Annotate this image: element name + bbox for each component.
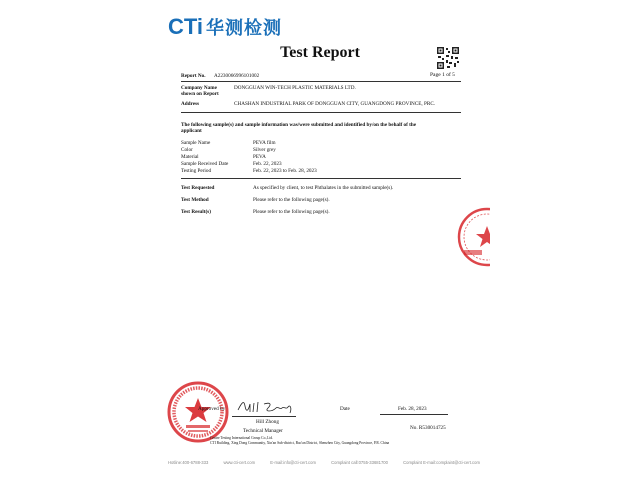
certificate-number: No. R530014725 [410,425,446,431]
date-label: Date [340,406,350,412]
company-seal-stamp [166,380,230,444]
sample-intro-line2: applicant [181,128,202,134]
address-label: Address [181,101,200,107]
address-value: CHASHAN INDUSTRIAL PARK OF DONGGUAN CITY, GUANGDONG PROVINCE, PRC. [234,101,436,107]
test-method-label: Test Method [181,197,209,203]
sample-row-label: Testing Period [181,168,212,174]
divider [181,81,461,82]
sample-row-value: Feb. 22, 2023 [253,161,282,167]
signer-name: Hill Zhong [256,419,279,425]
right-seal-stamp [456,206,490,268]
footer-website: www.cti-cert.com [223,460,256,465]
company-label-line2: shown on Report [181,91,219,97]
test-requested-label: Test Requested [181,185,215,191]
test-results-value: Please refer to the following page(s). [253,209,330,215]
report-no-label: Report No. [181,73,206,79]
test-requested-value: As specified by client, to test Phthalates in the submitted sample(s). [253,185,394,191]
company-label-line1: Company Name [181,85,217,91]
company-address: CTI Building, Xing Dong Community, Xin'an Sub-district, Bao'an District, Shenzhen City, Guangdong Province, P.R. China [210,441,390,445]
qr-code-icon [436,46,460,70]
sample-intro-line1: The following sample(s) and sample information was/were submitted and identified by/on the behalf of the [181,122,417,128]
sample-row-label: Material [181,154,199,160]
sample-row-value: Silver grey [253,147,276,153]
sample-row-value: PEVA film [253,140,276,146]
company-name: DONGGUAN WIN-TECH PLASTIC MATERIALS LTD. [234,85,356,91]
page-number: Page 1 of 5 [430,72,455,78]
signature-line [232,416,296,417]
approved-by-label: Approved by [198,406,226,412]
footer-hotline: Hotline:400-6788-333 [168,460,209,465]
sample-row-label: Sample Received Date [181,161,229,167]
logo-chinese-text: 华测检测 [206,18,283,39]
test-method-value: Please refer to the following page(s). [253,197,330,203]
footer-contacts [168,460,480,465]
test-results-label: Test Result(s) [181,209,211,215]
divider [181,178,461,179]
footer-email: E-mail:info@cti-cert.com [270,460,316,465]
signature [236,398,296,416]
report-title: Test Report [280,44,360,61]
cti-logo [168,14,282,40]
footer-complaint-email: Complaint E-mail:complaint@cti-cert.com [403,460,480,465]
sample-row-value: Feb. 22, 2023 to Feb. 28, 2023 [253,168,317,174]
signer-title: Technical Manager [243,428,283,434]
sample-row-value: PEVA [253,154,266,160]
report-no-value: A2230066996101002 [214,73,260,79]
divider [181,112,461,113]
sample-row-label: Color [181,147,193,153]
sample-row-label: Sample Name [181,140,211,146]
date-line [380,414,448,415]
logo-text: CTi [168,14,204,39]
date-value: Feb. 28, 2023 [398,406,427,412]
company-line: Centre Testing International Group Co.,Ltd. [210,436,274,440]
footer-complaint-call: Complaint call:0755-33681700 [331,460,388,465]
